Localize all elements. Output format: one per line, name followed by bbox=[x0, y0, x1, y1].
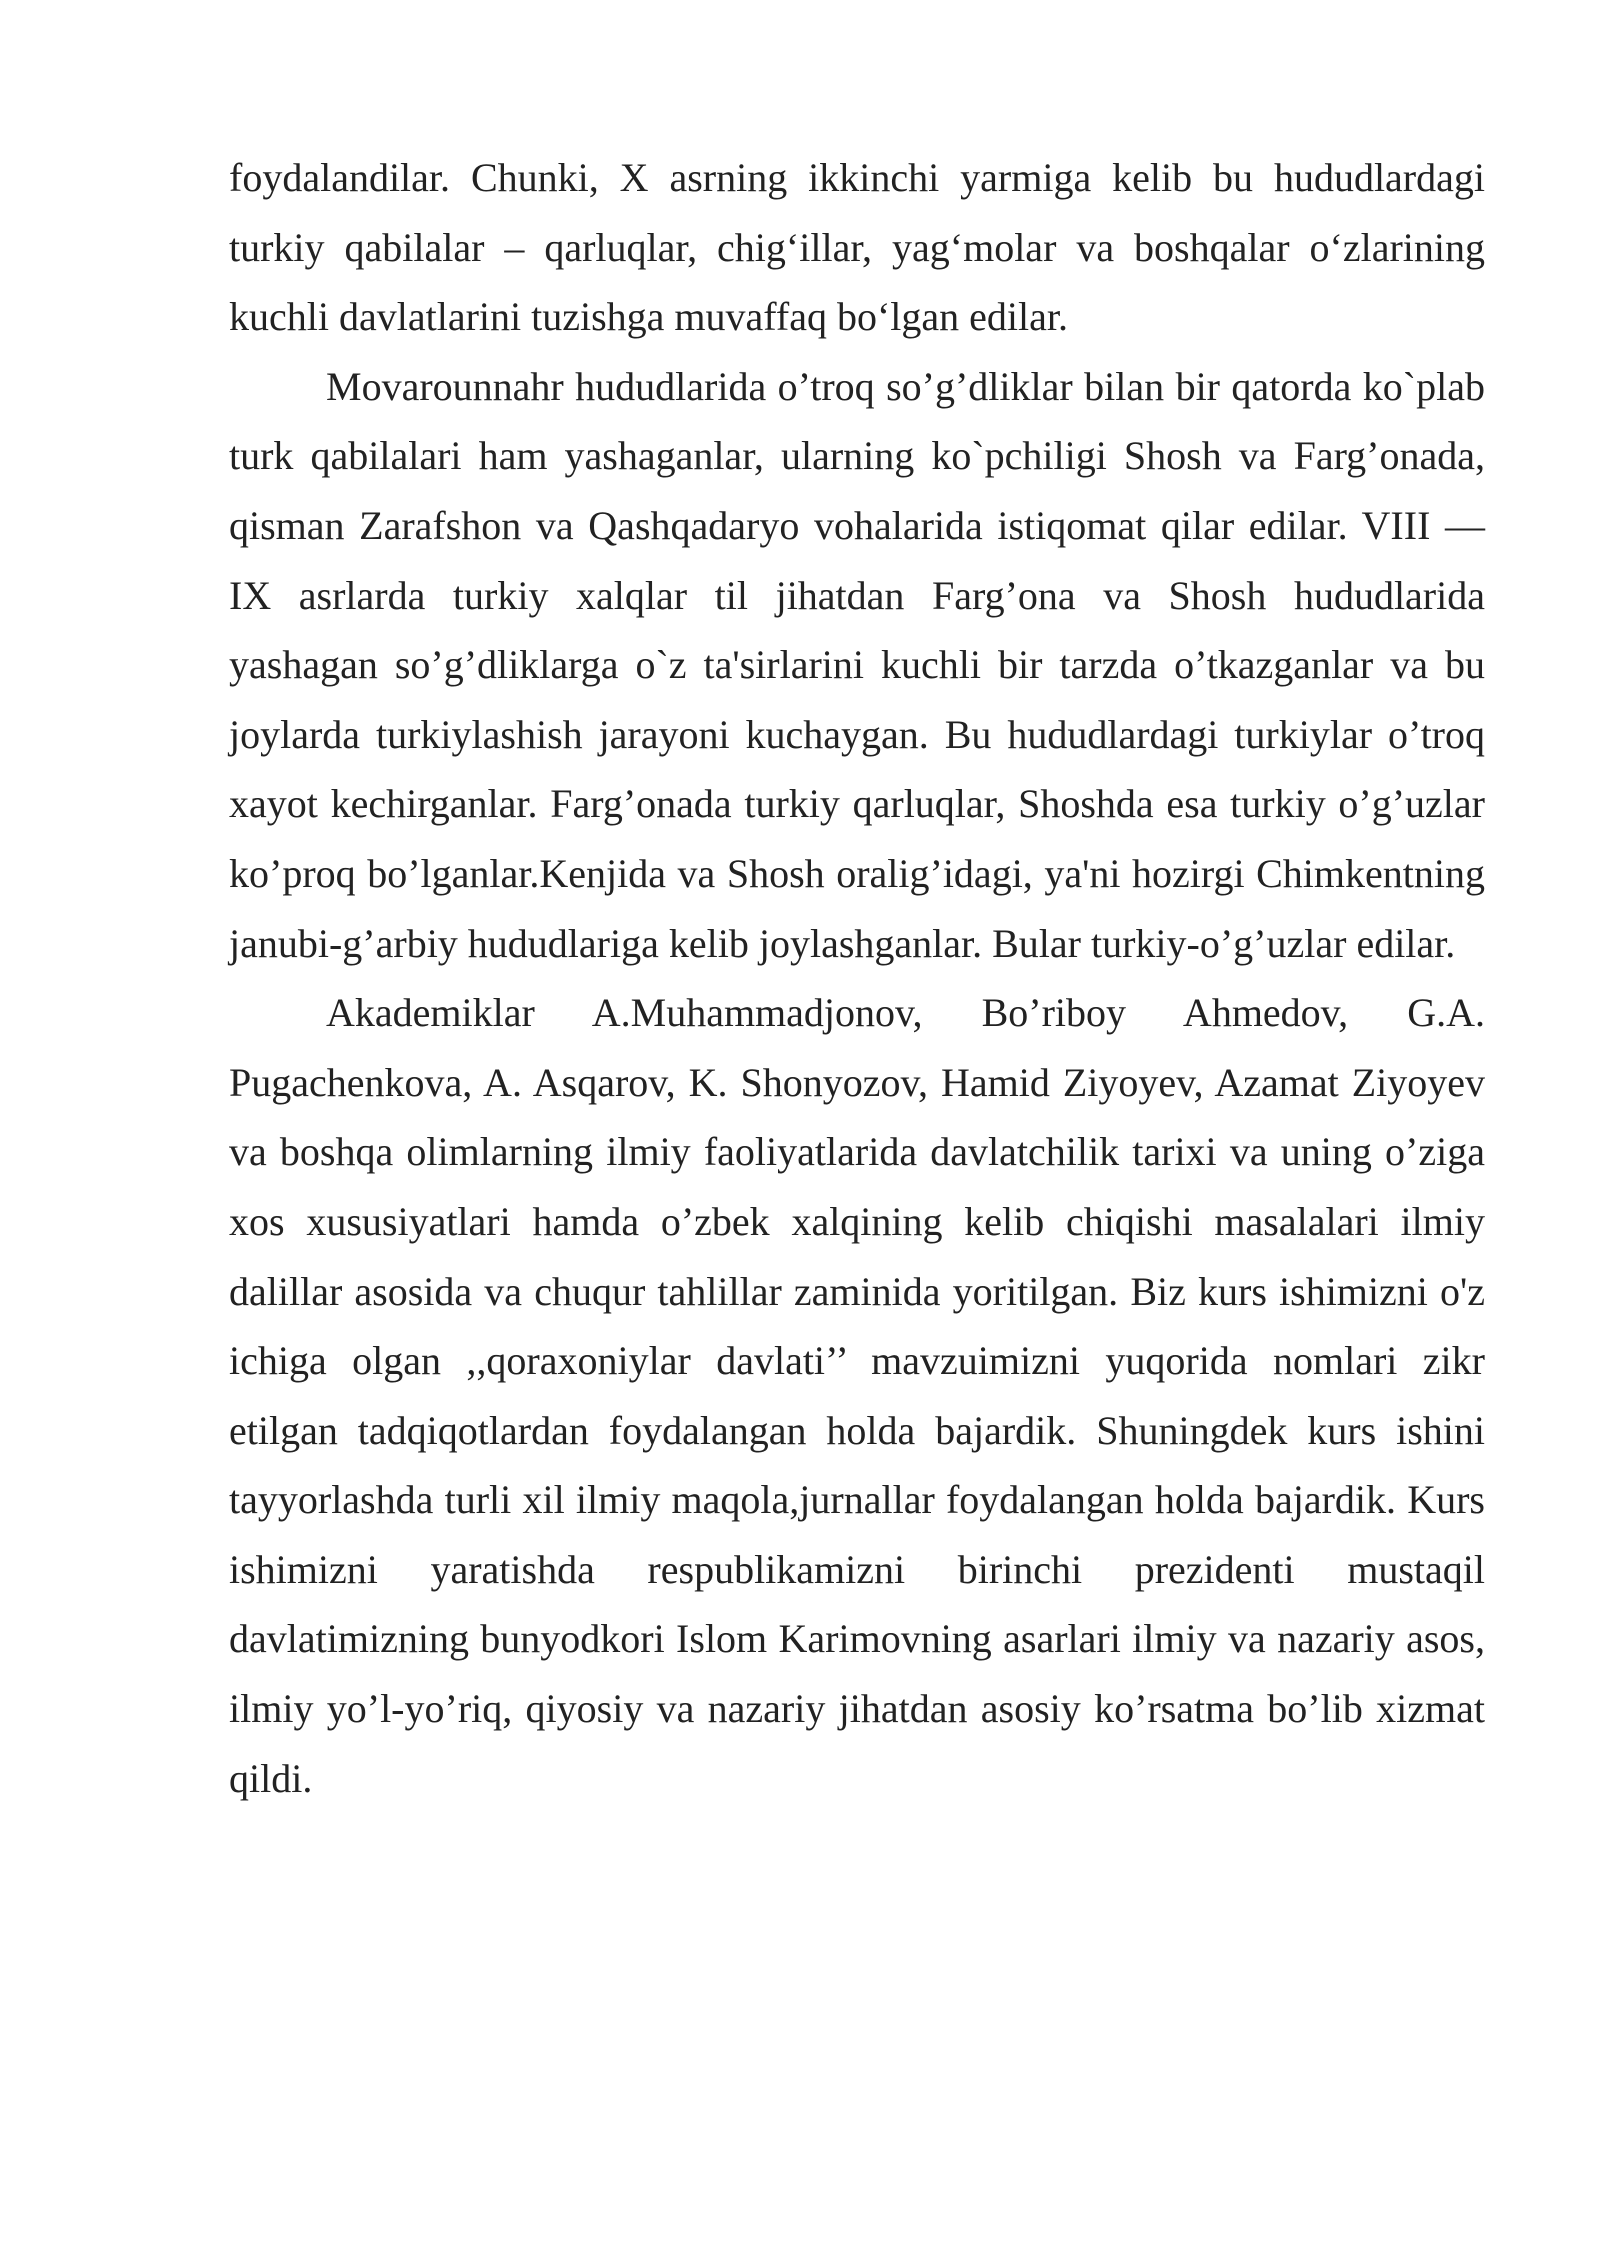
body-text bbox=[229, 143, 1485, 1813]
paragraph-continuation: foydalandilar. Chunki, X asrning ikkinchi yarmiga kelib bu hududlardagi turkiy qabilalar – qarluqlar, chig‘illar, yag‘molar va boshqalar o‘zlarining kuchli davlatlarini tuzishga muvaffaq bo‘lgan edilar. bbox=[229, 155, 1485, 340]
paragraph-movarounnahr: Movarounnahr hududlarida o’troq so’g’dliklar bilan bir qatorda ko`plab turk qabilalari ham yashaganlar, ularning ko`pchiligi Shosh va Farg’onada, qisman Zarafshon va Qashqadaryo vohalarida istiqomat qilar edilar. VIII — IX asrlarda turkiy xalqlar til jihatdan Farg’ona va Shosh hududlarida yashagan so’g’dliklarga o`z ta'sirlarini kuchli bir tarzda o’tkazganlar va bu joylarda turkiylashish jarayoni kuchaygan. Bu hududlardagi turkiylar o’troq xayot kechirganlar. Farg’onada turkiy qarluqlar, Shoshda esa turkiy o’g’uzlar ko’proq bo’lganlar.Kenjida va Shosh oralig’idagi, ya'ni hozirgi Chimkentning janubi-g’arbiy hududlariga kelib joylashganlar. Bular turkiy-o’g’uzlar edilar. bbox=[229, 363, 1485, 966]
paragraph-akademiklar: Akademiklar A.Muhammadjonov, Bo’riboy Ahmedov, G.A. Pugachenkova, A. Asqarov, K. Shonyozov, Hamid Ziyoyev, Azamat Ziyoyev va boshqa olimlarning ilmiy faoliyatlarida davlatchilik tarixi va uning o’ziga xos xususiyatlari hamda o’zbek xalqining kelib chiqishi masalalari ilmiy dalillar asosida va chuqur tahlillar zaminida yoritilgan. Biz kurs ishimizni o'z ichiga olgan ,,qoraxoniylar davlati’’ mavzuimizni yuqorida nomlari zikr etilgan tadqiqotlardan foydalangan holda bajardik. Shuningdek kurs ishini tayyorlashda turli xil ilmiy maqola,jurnallar foydalangan holda bajardik. Kurs ishimizni yaratishda respublikamizni birinchi prezidenti mustaqil davlatimizning bunyodkori Islom Karimovning asarlari ilmiy va nazariy asos, ilmiy yo’l-yo’riq, qiyosiy va nazariy jihatdan asosiy ko’rsatma bo’lib xizmat qildi. bbox=[229, 990, 1485, 1801]
